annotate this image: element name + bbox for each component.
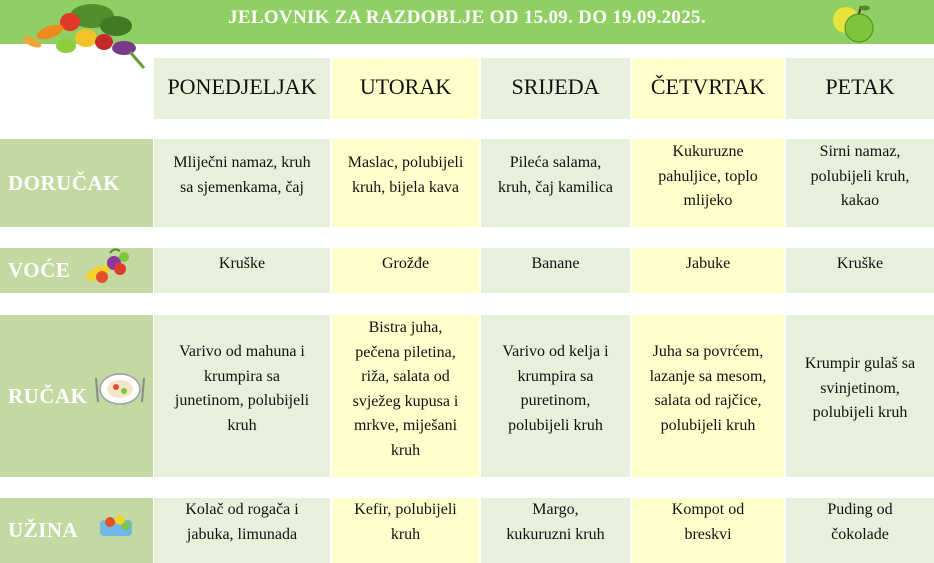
menu-title: JELOVNIK ZA RAZDOBLJE OD 15.09. DO 19.09.2025. — [228, 7, 706, 28]
fruit-wednesday: Banane — [481, 248, 630, 293]
snack-thursday: Kompot od breskvi — [632, 498, 784, 563]
lunch-wednesday: Varivo od kelja i krumpira sa puretinom, polubijeli kruh — [481, 315, 630, 477]
breakfast-monday: Mliječni namaz, kruh sa sjemenkama, čaj — [154, 139, 330, 227]
fruit-friday: Kruške — [786, 248, 934, 293]
fruit-basket-icon — [80, 247, 132, 285]
row-label-breakfast: DORUČAK — [0, 139, 153, 227]
snack-friday: Puding od čokolade — [786, 498, 934, 563]
snack-wednesday: Margo, kukuruzni kruh — [481, 498, 630, 563]
breakfast-wednesday: Pileća salama, kruh, čaj kamilica — [481, 139, 630, 227]
breakfast-friday: Sirni namaz, polubijeli kruh, kakao — [786, 139, 934, 227]
day-header-tuesday: UTORAK — [332, 58, 479, 119]
lunch-tuesday: Bistra juha, pečena piletina, riža, salata od svježeg kupusa i mrkve, miješani kruh — [332, 315, 479, 477]
plate-icon — [92, 372, 148, 406]
lunch-thursday: Juha sa povrćem, lazanje sa mesom, salata od rajčice, polubijeli kruh — [632, 315, 784, 477]
snack-icon — [96, 510, 136, 540]
breakfast-thursday: Kukuruzne pahuljice, toplo mlijeko — [632, 139, 784, 227]
fruit-tuesday: Grožđe — [332, 248, 479, 293]
vegetables-icon — [20, 2, 148, 70]
lunch-friday: Krumpir gulaš sa svinjetinom, polubijeli kruh — [786, 315, 934, 477]
green-apples-icon — [828, 2, 878, 44]
fruit-monday: Kruške — [154, 248, 330, 293]
snack-tuesday: Kefir, polubijeli kruh — [332, 498, 479, 563]
row-label-lunch-text: RUČAK — [8, 383, 88, 408]
day-header-wednesday: SRIJEDA — [481, 58, 630, 119]
snack-monday: Kolač od rogača i jabuka, limunada — [154, 498, 330, 563]
day-header-friday: PETAK — [786, 58, 934, 119]
breakfast-tuesday: Maslac, polubijeli kruh, bijela kava — [332, 139, 479, 227]
day-header-monday: PONEDJELJAK — [154, 58, 330, 119]
lunch-monday: Varivo od mahuna i krumpira sa junetinom, polubijeli kruh — [154, 315, 330, 477]
fruit-thursday: Jabuke — [632, 248, 784, 293]
row-label-fruit-text: VOĆE — [8, 258, 71, 282]
row-label-snack-text: UŽINA — [8, 518, 79, 542]
day-header-thursday: ČETVRTAK — [632, 58, 784, 119]
